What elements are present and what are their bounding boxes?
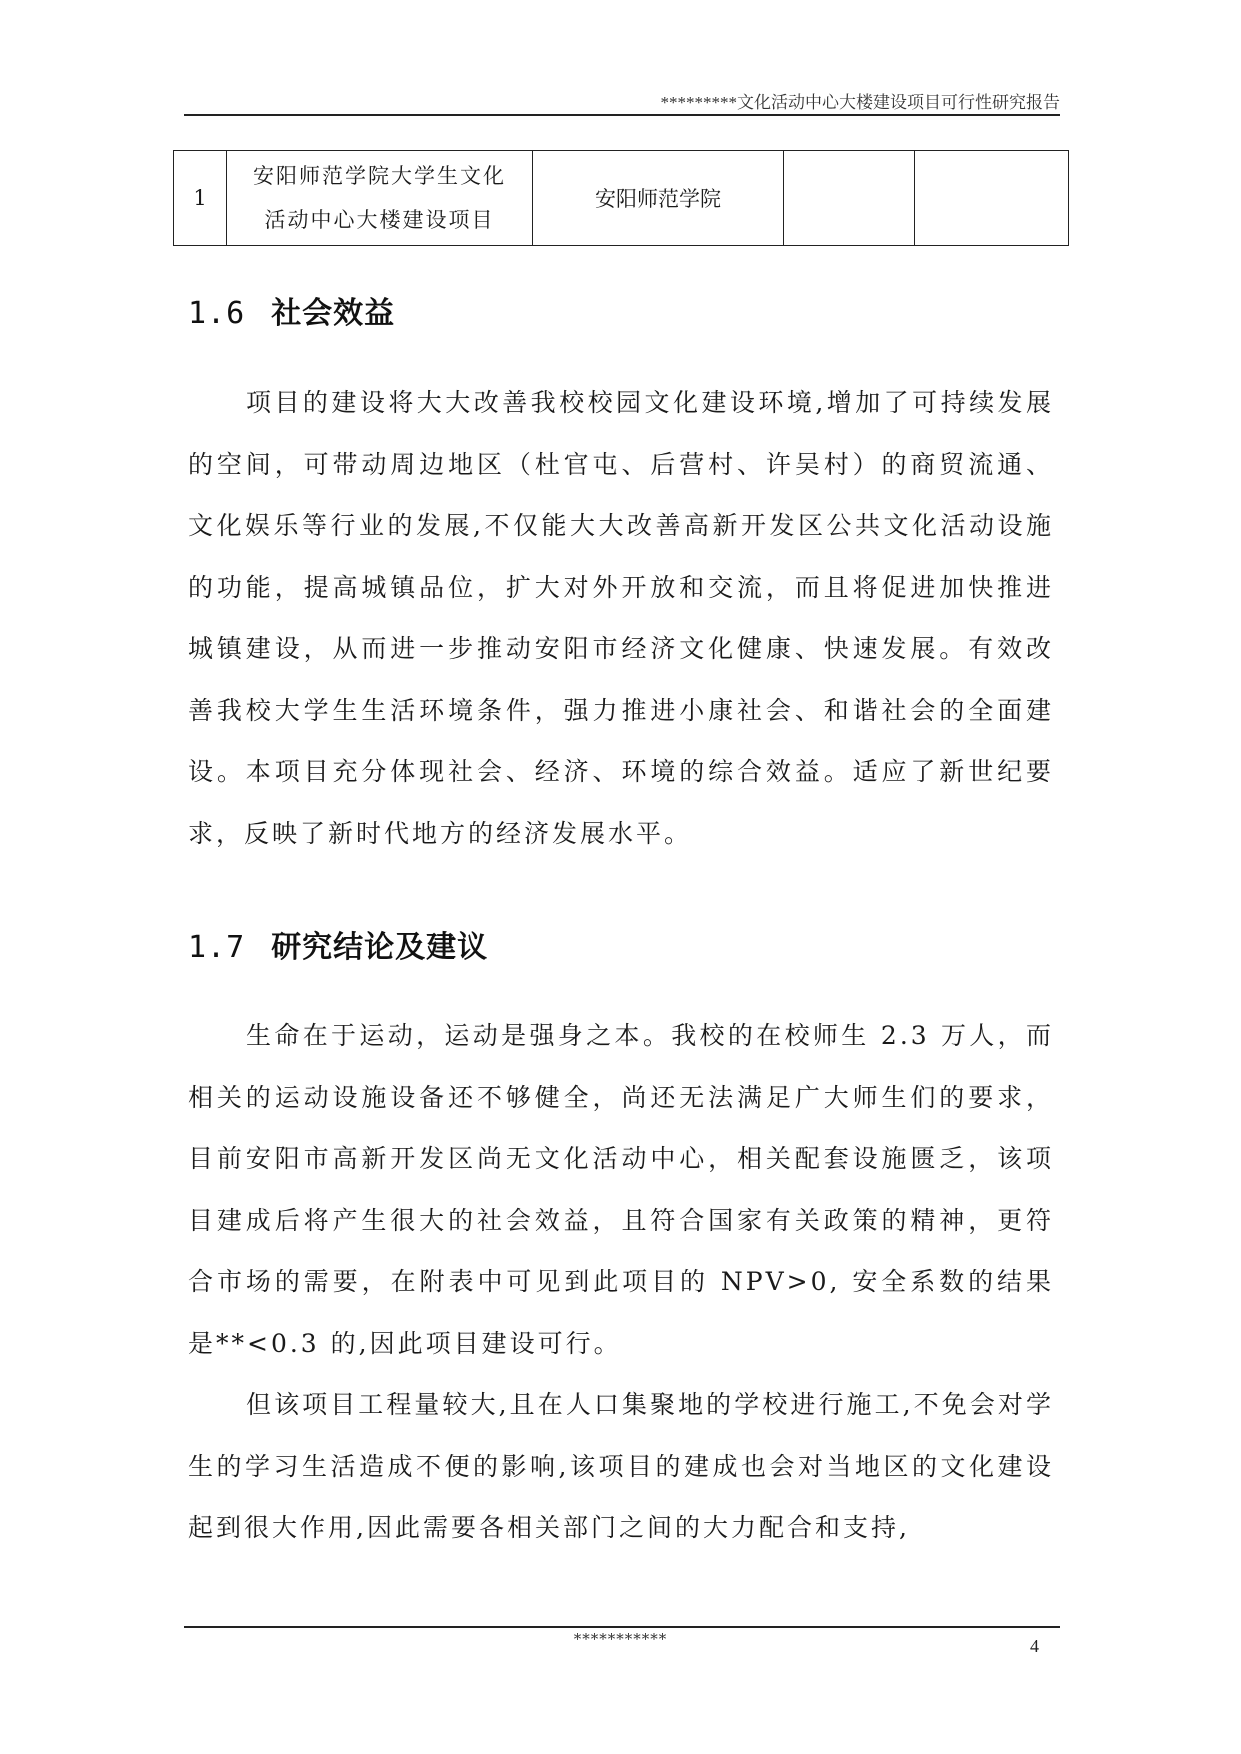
- paragraph-conclusion-1: 生命在于运动，运动是强身之本。我校的在校师生 2.3 万人，而相关的运动设施设备还不够健全，尚还无法满足广大师生们的要求，目前安阳市高新开发区尚无文化活动中心，相关配套设施匮乏，该项目建成后将产生很大的社会效益，且符合国家有关政策的精神，更符合市场的需要，在附表中可见到此项目的 NPV>0, 安全系数的结果是**<0.3 的,因此项目建设可行。: [188, 1021, 1054, 1358]
- section-title: 社会效益: [271, 296, 396, 331]
- running-header: *********文化活动中心大楼建设项目可行性研究报告: [660, 93, 1060, 112]
- paragraph-social-benefit: 项目的建设将大大改善我校校园文化建设环境,增加了可持续发展的空间，可带动周边地区（杜官屯、后营村、许吴村）的商贸流通、文化娱乐等行业的发展,不仅能大大改善高新开发区公共文化活动设施的功能，提高城镇品位，扩大对外开放和交流，而且将促进加快推进城镇建设，从而进一步推动安阳市经济文化健康、快速发展。有效改善我校大学生生活环境条件，强力推进小康社会、和谐社会的全面建设。本项目充分体现社会、经济、环境的综合效益。适应了新世纪要求，反映了新时代地方的经济发展水平。: [188, 388, 1054, 848]
- header-rule: [184, 114, 1060, 116]
- page-number: 4: [1030, 1636, 1039, 1656]
- section-number: 1.6: [188, 296, 246, 331]
- cell-col4: [784, 151, 915, 246]
- section-heading-1-6: [188, 288, 395, 332]
- cell-unit: 安阳师范学院: [533, 151, 784, 246]
- footer-rule: [184, 1626, 1060, 1628]
- cell-index: 1: [174, 151, 227, 246]
- footer-mark: ***********: [573, 1630, 668, 1648]
- section-title: 研究结论及建议: [271, 930, 489, 965]
- project-name-line1: 安阳师范学院大学生文化: [253, 164, 506, 188]
- cell-col5: [915, 151, 1069, 246]
- paragraph-conclusion-2: 但该项目工程量较大,且在人口集聚地的学校进行施工,不免会对学生的学习生活造成不便的影响,该项目的建成也会对当地区的文化建设起到很大作用,因此需要各相关部门之间的大力配合和支持,: [188, 1390, 1054, 1542]
- project-table: [173, 150, 1069, 246]
- section-number: 1.7: [188, 930, 246, 965]
- section-heading-1-7: [188, 922, 488, 966]
- project-name-line2: 活动中心大楼建设项目: [264, 208, 495, 232]
- cell-project-name: [227, 151, 533, 246]
- table-row: [174, 151, 1069, 246]
